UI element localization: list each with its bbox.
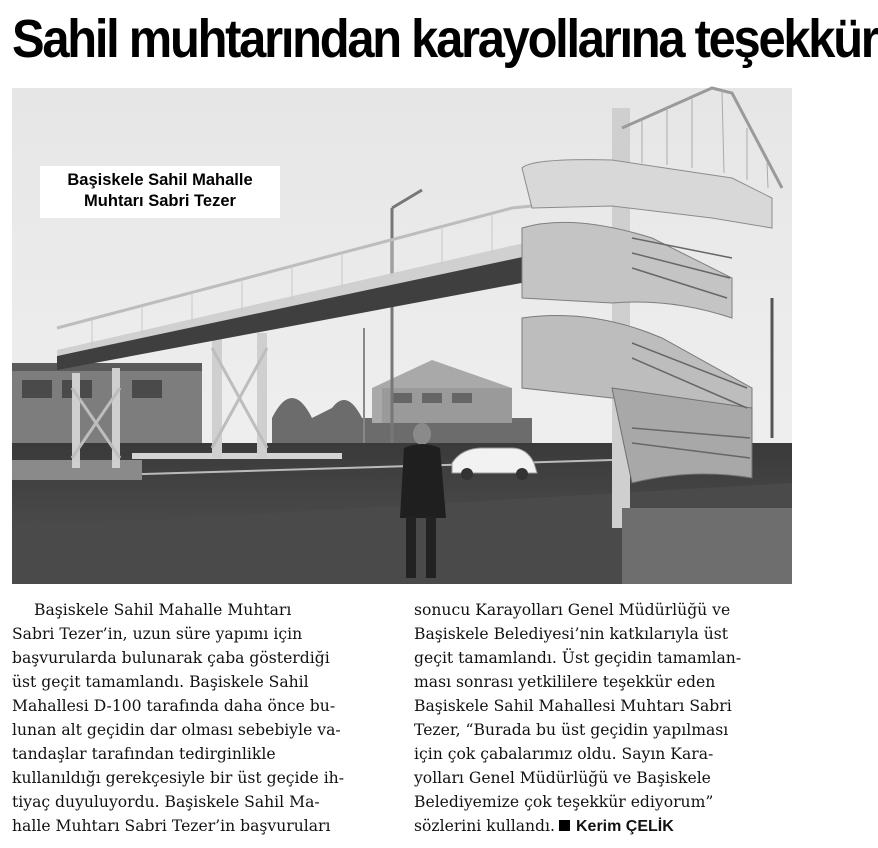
news-photo [12,88,792,584]
article-line: Mahallesi D-100 tarafında daha önce bu- [12,697,336,715]
article-line: için çok çabalarımız oldu. Sayın Kara- [414,745,714,763]
byline-square-icon [559,820,570,831]
article-line: Sabri Tezer’in, uzun süre yapımı için [12,625,303,643]
article-line: Belediyemize çok teşekkür ediyorum” [414,793,714,811]
article-line: üst geçit tamamlandı. Başiskele Sahil [12,673,309,691]
article-closing-line [414,814,794,838]
article-line: geçit tamamlandı. Üst geçidin tamamlan- [414,649,742,667]
article-line: tiyaç duyuluyordu. Başiskele Sahil Ma- [12,793,320,811]
article-line: kullanıldığı gerekçesiyle bir üst geçide ih- [12,769,344,787]
article-line: halle Muhtarı Sabri Tezer’in başvuruları [12,817,331,835]
article-line: Başiskele Sahil Mahallesi Muhtarı Sabri [414,697,732,715]
article-line: sonucu Karayolları Genel Müdürlüğü ve [414,601,731,619]
article-line: tandaşlar tarafından tedirginlikle [12,745,276,763]
caption-line: Muhtarı Sabri Tezer [84,192,236,210]
article-line: lunan alt geçidin dar olması sebebiyle va- [12,721,341,739]
closing-text: sözlerini kullandı. [414,817,555,835]
article-line: başvurularda bulunarak çaba gösterdiği [12,649,330,667]
headline: Sahil muhtarından karayollarına teşekkür [12,9,878,69]
article-line: Başiskele Belediyesi’nin katkılarıyla üst [414,625,729,643]
photo-caption [40,166,280,218]
article-column-2 [414,598,794,838]
article-line: yolları Genel Müdürlüğü ve Başiskele [414,769,711,787]
article-line: Başiskele Sahil Mahalle Muhtarı [34,601,292,619]
article-column-1 [12,598,392,838]
article-line: ması sonrası yetkililere teşekkür eden [414,673,716,691]
article-line: Tezer, “Burada bu üst geçidin yapılması [414,721,729,739]
caption-line: Başiskele Sahil Mahalle [67,171,253,189]
byline: Kerim ÇELİK [575,818,674,835]
footbridge-photo-illustration [12,88,792,584]
